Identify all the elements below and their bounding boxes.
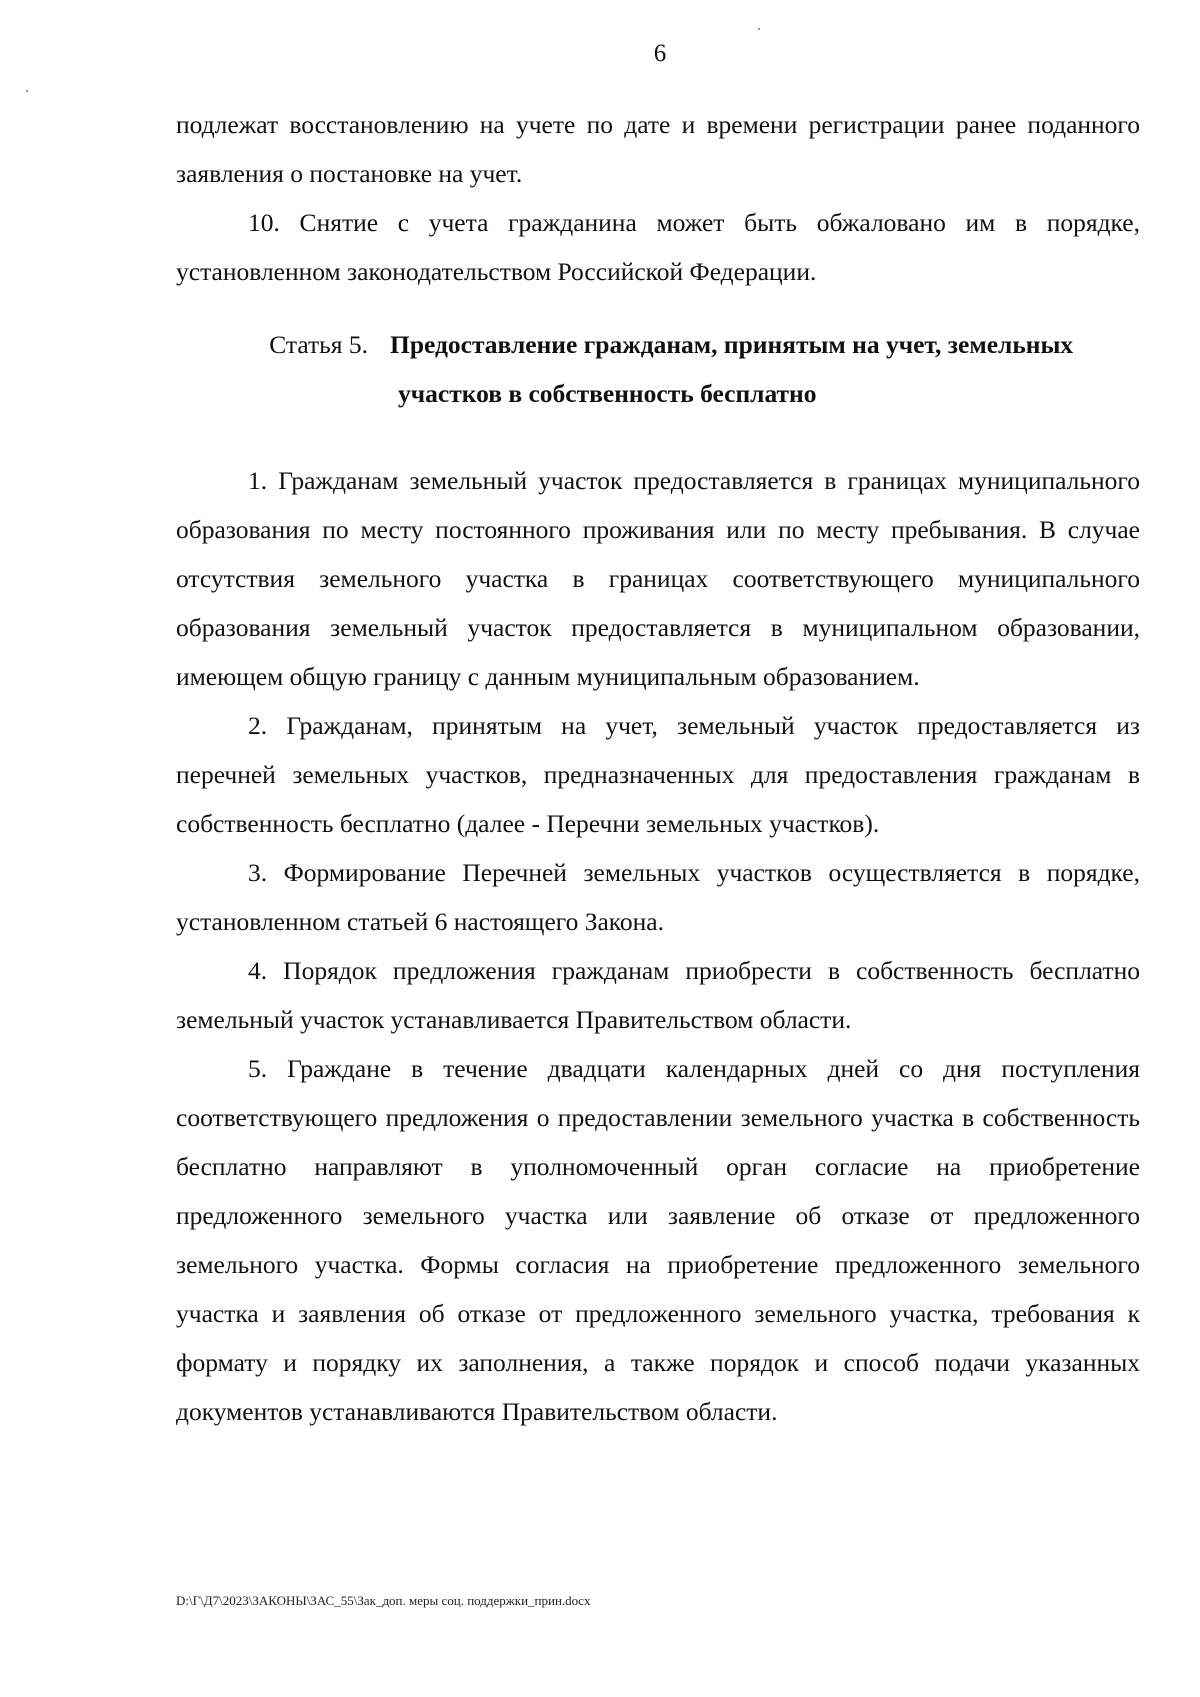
paragraph: 1. Гражданам земельный участок предоставляется в границах муниципального образования по месту постоянного проживания или по месту пребывания. В случае отсутствия земельного участка в границах соответствующего муниципального образования земельный участок предоставляется в муниципальном образовании, имеющем общую границу с данным муниципальным образованием. bbox=[176, 466, 1140, 691]
scan-speck bbox=[26, 90, 28, 92]
intro-text bbox=[176, 100, 1140, 296]
article-body bbox=[176, 456, 1140, 1436]
article-title-continued: участков в собственность бесплатно bbox=[398, 379, 817, 408]
paragraph: подлежат восстановлению на учете по дате и времени регистрации ранее поданного заявления о постановке на учет. bbox=[176, 110, 1140, 188]
page-number: 6 bbox=[653, 40, 667, 67]
paragraph: 2. Гражданам, принятым на учет, земельный участок предоставляется из перечней земельных участков, предназначенных для предоставления гражданам в собственность бесплатно (далее - Перечни земельных участков). bbox=[176, 711, 1140, 838]
paragraph: 3. Формирование Перечней земельных участков осуществляется в порядке, установленном статьей 6 настоящего Закона. bbox=[176, 858, 1140, 936]
file-path-footer: D:\Г\Д7\2023\ЗАКОНЫ\ЗАС_55\Зак_доп. меры соц. поддержки_прин.docx bbox=[176, 1593, 591, 1608]
article-heading bbox=[176, 320, 1140, 418]
article-label: Статья 5. bbox=[269, 330, 368, 359]
paragraph: 5. Граждане в течение двадцати календарных дней со дня поступления соответствующего предложения о предоставлении земельного участка в собственность бесплатно направляют в уполномоченный орган согласие на приобретение предложенного земельного участка или заявление об отказе от предложенного земельного участка. Формы согласия на приобретение предложенного земельного участка и заявления об отказе от предложенного земельного участка, требования к формату и порядку их заполнения, а также порядок и способ подачи указанных документов устанавливаются Правительством области. bbox=[176, 1054, 1140, 1426]
scan-speck bbox=[758, 28, 760, 30]
article-title: Предоставление гражданам, принятым на учет, земельных bbox=[390, 330, 1074, 359]
paragraph: 10. Снятие с учета гражданина может быть обжаловано им в порядке, установленном законодательством Российской Федерации. bbox=[176, 208, 1140, 286]
paragraph: 4. Порядок предложения гражданам приобрести в собственность бесплатно земельный участок устанавливается Правительством области. bbox=[176, 956, 1140, 1034]
